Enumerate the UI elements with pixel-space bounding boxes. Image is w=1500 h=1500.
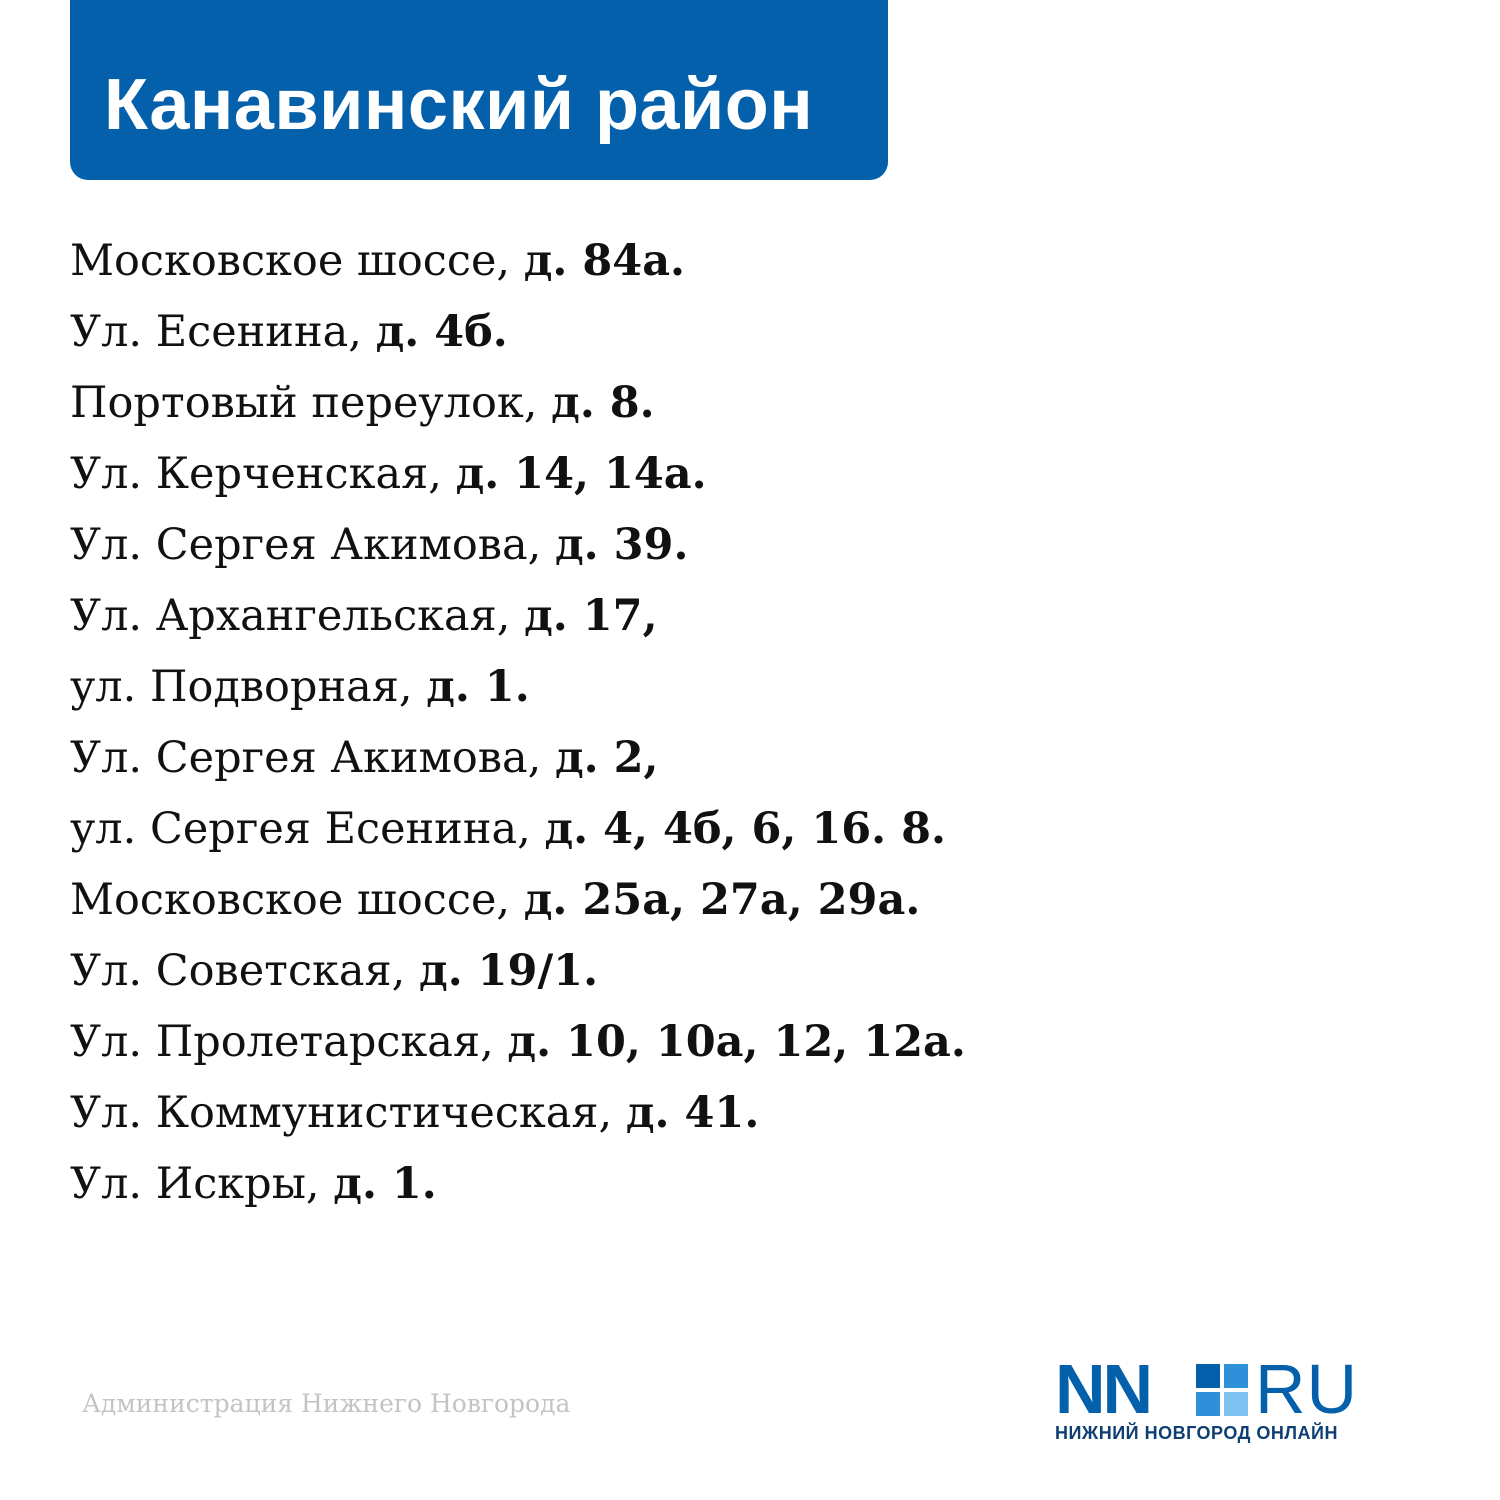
house-numbers: д. 14, 14а. xyxy=(455,449,707,499)
house-numbers: д. 4б. xyxy=(375,307,508,357)
address-item xyxy=(70,368,966,439)
house-numbers: д. 19/1. xyxy=(419,946,599,996)
house-numbers: д. 17, xyxy=(524,591,658,641)
logo-square-tile xyxy=(1196,1364,1220,1388)
source-credit: Администрация Нижнего Новгорода xyxy=(82,1389,571,1418)
street-name: Ул. Коммунистическая, xyxy=(70,1088,626,1138)
street-name: Ул. Сергея Акимова, xyxy=(70,520,555,570)
street-name: ул. Подворная, xyxy=(70,662,427,712)
address-item xyxy=(70,1078,966,1149)
logo-mark xyxy=(1055,1350,1365,1428)
address-list xyxy=(70,226,966,1220)
title-banner xyxy=(70,0,888,180)
address-item xyxy=(70,794,966,865)
logo-square-icon xyxy=(1196,1364,1248,1416)
street-name: Ул. Искры, xyxy=(70,1159,334,1209)
logo-square-tile xyxy=(1224,1392,1248,1416)
logo-ru-text: RU xyxy=(1255,1350,1359,1428)
street-name: ул. Сергея Есенина, xyxy=(70,804,545,854)
house-numbers: д. 4, 4б, 6, 16. 8. xyxy=(544,804,947,854)
logo-square-tile xyxy=(1224,1364,1248,1388)
house-numbers: д. 25а, 27а, 29а. xyxy=(523,875,921,925)
house-numbers: д. 39. xyxy=(555,520,689,570)
house-numbers: д. 8. xyxy=(551,378,655,428)
house-numbers: д. 1. xyxy=(333,1159,437,1209)
address-item xyxy=(70,439,966,510)
nn-ru-logo[interactable] xyxy=(1055,1350,1365,1446)
street-name: Московское шоссе, xyxy=(70,875,524,925)
street-name: Московское шоссе, xyxy=(70,236,524,286)
street-name: Ул. Архангельская, xyxy=(70,591,525,641)
house-numbers: д. 84а. xyxy=(523,236,686,286)
address-item xyxy=(70,936,966,1007)
address-item xyxy=(70,1007,966,1078)
address-item xyxy=(70,226,966,297)
logo-nn-text: NN xyxy=(1055,1350,1151,1428)
street-name: Ул. Советская, xyxy=(70,946,420,996)
logo-square-tile xyxy=(1196,1392,1220,1416)
street-name: Ул. Есенина, xyxy=(70,307,376,357)
address-item xyxy=(70,297,966,368)
address-item xyxy=(70,723,966,794)
address-item xyxy=(70,1149,966,1220)
street-name: Ул. Сергея Акимова, xyxy=(70,733,555,783)
street-name: Ул. Пролетарская, xyxy=(70,1017,508,1067)
house-numbers: д. 41. xyxy=(625,1088,760,1138)
address-item xyxy=(70,510,966,581)
logo-tagline: НИЖНИЙ НОВГОРОД ОНЛАЙН xyxy=(1055,1423,1338,1443)
address-item xyxy=(70,652,966,723)
house-numbers: д. 2, xyxy=(555,733,659,783)
house-numbers: д. 10, 10а, 12, 12а. xyxy=(507,1017,966,1067)
address-item xyxy=(70,865,966,936)
house-numbers: д. 1. xyxy=(426,662,530,712)
page-title: Канавинский район xyxy=(104,65,814,145)
street-name: Портовый переулок, xyxy=(70,378,552,428)
address-item xyxy=(70,581,966,652)
street-name: Ул. Керченская, xyxy=(70,449,456,499)
